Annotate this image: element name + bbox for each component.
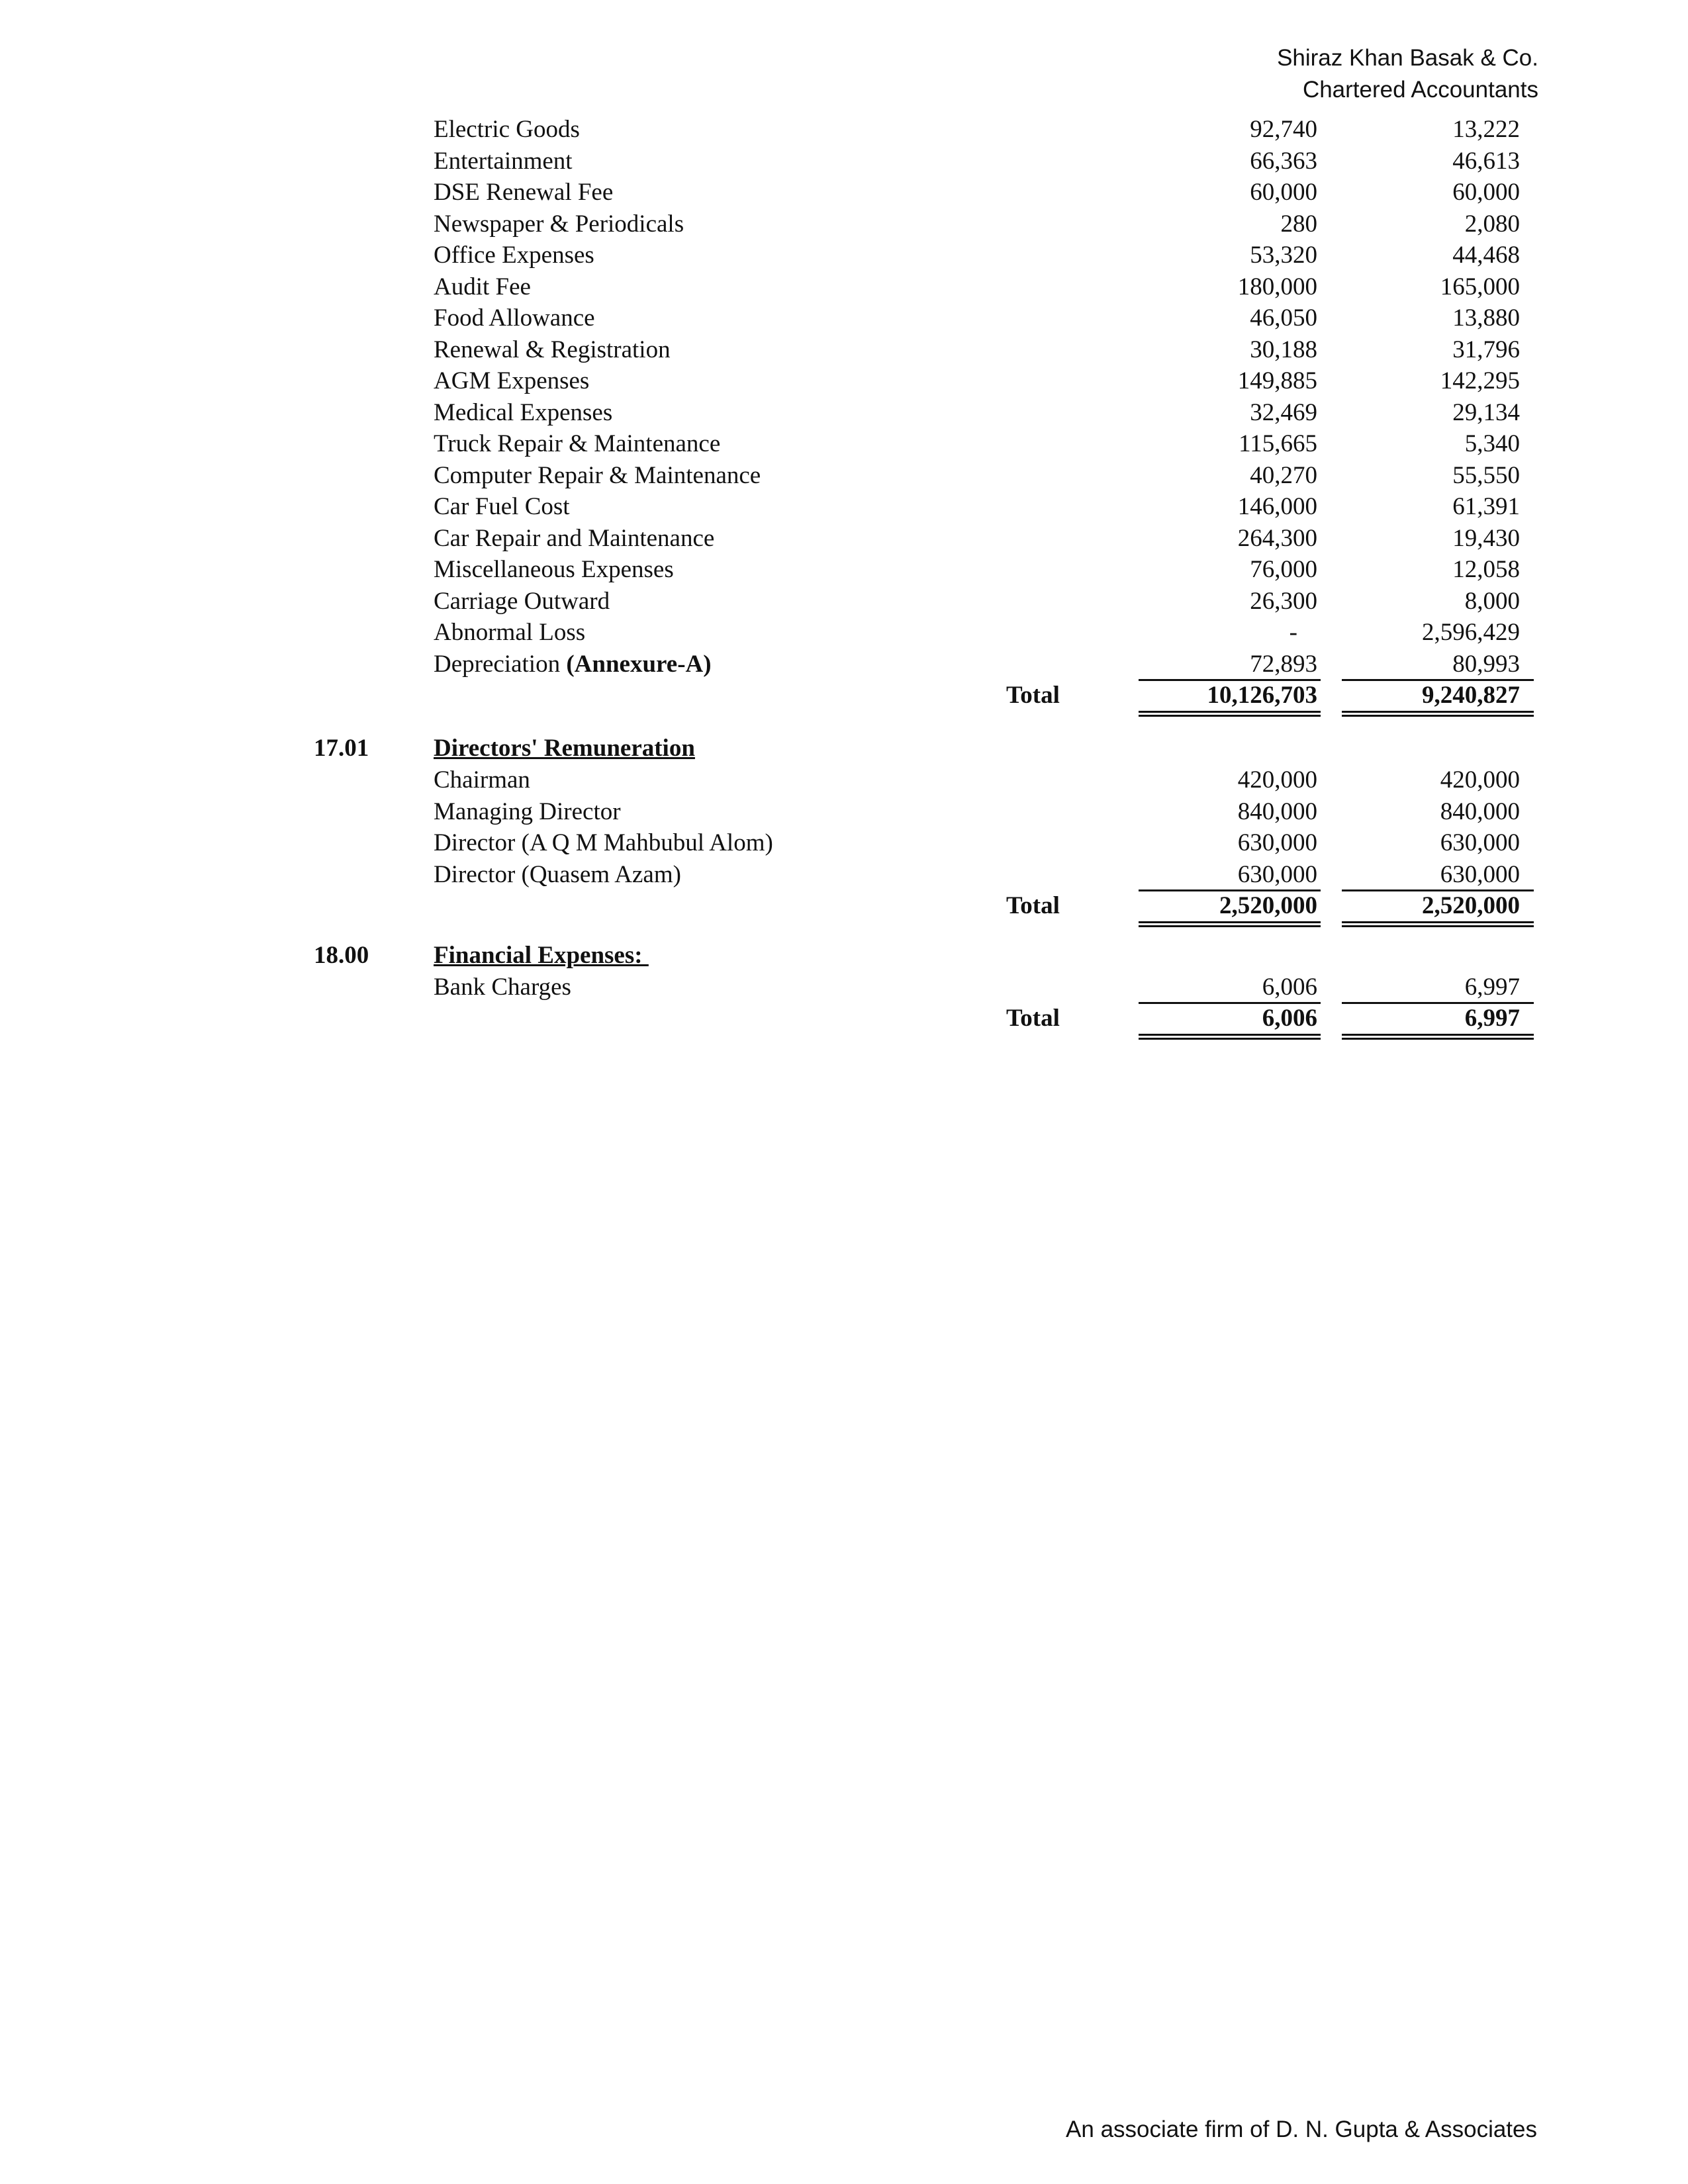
- expense-row: [0, 271, 1688, 303]
- expense-row: [0, 334, 1688, 366]
- directors-total-row: [0, 890, 1688, 922]
- total-previous: 6,997: [1464, 1005, 1520, 1032]
- financial-label: Bank Charges: [434, 973, 571, 1001]
- expense-previous: 13,880: [1452, 304, 1520, 332]
- expense-label: Newspaper & Periodicals: [434, 210, 684, 238]
- total-current: 2,520,000: [1219, 892, 1317, 919]
- director-row: [0, 827, 1688, 859]
- expense-previous: 2,080: [1464, 210, 1520, 238]
- expense-row: [0, 397, 1688, 429]
- director-current: 630,000: [1237, 860, 1317, 888]
- expense-current: 53,320: [1250, 242, 1317, 269]
- total-label: Total: [1006, 892, 1060, 919]
- expense-row: [0, 302, 1688, 334]
- expense-current: 40,270: [1250, 461, 1317, 489]
- expense-label: DSE Renewal Fee: [434, 179, 614, 206]
- expense-current: 280: [1280, 210, 1317, 238]
- expense-row: [0, 523, 1688, 555]
- expense-current: 76,000: [1250, 556, 1317, 583]
- section-number: 18.00: [314, 942, 369, 969]
- expense-label: Office Expenses: [434, 242, 594, 269]
- depreciation-row: [0, 649, 1688, 680]
- expense-current: 72,893: [1250, 650, 1317, 678]
- expense-current: 146,000: [1237, 493, 1317, 520]
- expense-row: [0, 428, 1688, 460]
- director-previous: 630,000: [1440, 829, 1520, 856]
- expense-row: [0, 460, 1688, 492]
- total-label: Total: [1006, 1005, 1060, 1032]
- director-label: Director (A Q M Mahbubul Alom): [434, 829, 773, 856]
- expense-previous: 12,058: [1452, 556, 1520, 583]
- expense-previous: 44,468: [1452, 242, 1520, 269]
- expense-label: Entertainment: [434, 147, 573, 175]
- expense-label: Food Allowance: [434, 304, 595, 332]
- expense-label: Computer Repair & Maintenance: [434, 461, 761, 489]
- expense-label: Audit Fee: [434, 273, 531, 300]
- financial-previous: 6,997: [1464, 973, 1520, 1001]
- director-row: [0, 859, 1688, 891]
- expense-previous: 8,000: [1464, 587, 1520, 615]
- director-label: Chairman: [434, 766, 530, 794]
- financial-row: [0, 972, 1688, 1003]
- expense-previous: 19,430: [1452, 524, 1520, 552]
- expense-current: 149,885: [1237, 367, 1317, 394]
- depreciation-label-wrap: [434, 649, 712, 680]
- expense-label: Electric Goods: [434, 116, 580, 143]
- director-label: Director (Quasem Azam): [434, 860, 681, 888]
- director-row: [0, 764, 1688, 796]
- expense-label: Truck Repair & Maintenance: [434, 430, 721, 457]
- total-previous: 9,240,827: [1422, 682, 1520, 709]
- expense-label: Car Fuel Cost: [434, 493, 570, 520]
- expense-current: 60,000: [1250, 179, 1317, 206]
- expense-current: 264,300: [1237, 524, 1317, 552]
- expense-previous: 46,613: [1452, 147, 1520, 175]
- total-current: 10,126,703: [1207, 682, 1317, 709]
- director-row: [0, 796, 1688, 828]
- expense-previous: 29,134: [1452, 398, 1520, 426]
- total-double-rule: [1342, 711, 1534, 717]
- expenses-total-row: [0, 680, 1688, 711]
- total-label: Total: [1006, 682, 1060, 709]
- director-current: 840,000: [1237, 797, 1317, 825]
- expense-current: 32,469: [1250, 398, 1317, 426]
- section-number: 17.01: [314, 735, 369, 762]
- expense-row: [0, 177, 1688, 208]
- expense-row: [0, 114, 1688, 146]
- total-current: 6,006: [1262, 1005, 1317, 1032]
- expense-row: [0, 586, 1688, 617]
- financial-current: 6,006: [1262, 973, 1317, 1001]
- total-double-rule: [1139, 711, 1321, 717]
- director-current: 420,000: [1237, 766, 1317, 794]
- expense-row: [0, 617, 1688, 649]
- expense-row: [0, 208, 1688, 240]
- financial-total-row: [0, 1003, 1688, 1034]
- footer-text: An associate firm of D. N. Gupta & Associates: [1066, 2116, 1537, 2142]
- expense-previous: 80,993: [1452, 650, 1520, 678]
- director-previous: 840,000: [1440, 797, 1520, 825]
- expense-previous: 61,391: [1452, 493, 1520, 520]
- firm-subtitle: Chartered Accountants: [1302, 77, 1538, 103]
- expense-row: [0, 240, 1688, 271]
- expense-current: -: [1289, 619, 1297, 646]
- director-label: Managing Director: [434, 797, 621, 825]
- total-double-rule: [1342, 1034, 1534, 1040]
- expense-label: Medical Expenses: [434, 398, 613, 426]
- expense-current: 115,665: [1239, 430, 1317, 457]
- expense-row: [0, 365, 1688, 397]
- firm-name: Shiraz Khan Basak & Co.: [1277, 45, 1538, 71]
- section-heading: Financial Expenses:: [434, 942, 649, 969]
- total-previous: 2,520,000: [1422, 892, 1520, 919]
- expense-previous: 60,000: [1452, 179, 1520, 206]
- total-double-rule: [1139, 921, 1321, 927]
- expense-current: 26,300: [1250, 587, 1317, 615]
- expense-previous: 31,796: [1452, 336, 1520, 363]
- expense-label: Carriage Outward: [434, 587, 610, 615]
- expense-current: 66,363: [1250, 147, 1317, 175]
- expense-previous: 142,295: [1440, 367, 1520, 394]
- section-heading-row: [0, 733, 1688, 764]
- expense-row: [0, 146, 1688, 177]
- expense-previous: 165,000: [1440, 273, 1520, 300]
- annexure-reference: (Annexure-A): [566, 650, 712, 678]
- expense-previous: 55,550: [1452, 461, 1520, 489]
- total-double-rule: [1139, 1034, 1321, 1040]
- expense-previous: 2,596,429: [1422, 619, 1520, 646]
- director-current: 630,000: [1237, 829, 1317, 856]
- expense-label: Miscellaneous Expenses: [434, 556, 674, 583]
- section-heading-row: [0, 940, 1688, 972]
- expense-previous: 5,340: [1464, 430, 1520, 457]
- section-heading: Directors' Remuneration: [434, 735, 695, 762]
- expense-current: 92,740: [1250, 116, 1317, 143]
- director-previous: 630,000: [1440, 860, 1520, 888]
- expense-current: 30,188: [1250, 336, 1317, 363]
- total-double-rule: [1342, 921, 1534, 927]
- expense-previous: 13,222: [1452, 116, 1520, 143]
- director-previous: 420,000: [1440, 766, 1520, 794]
- expense-label: Abnormal Loss: [434, 619, 586, 646]
- expense-current: 46,050: [1250, 304, 1317, 332]
- expense-current: 180,000: [1237, 273, 1317, 300]
- expense-label: Car Repair and Maintenance: [434, 524, 715, 552]
- depreciation-label: Depreciation: [434, 650, 567, 678]
- expense-label: AGM Expenses: [434, 367, 590, 394]
- expense-row: [0, 554, 1688, 586]
- expense-label: Renewal & Registration: [434, 336, 671, 363]
- expense-row: [0, 491, 1688, 523]
